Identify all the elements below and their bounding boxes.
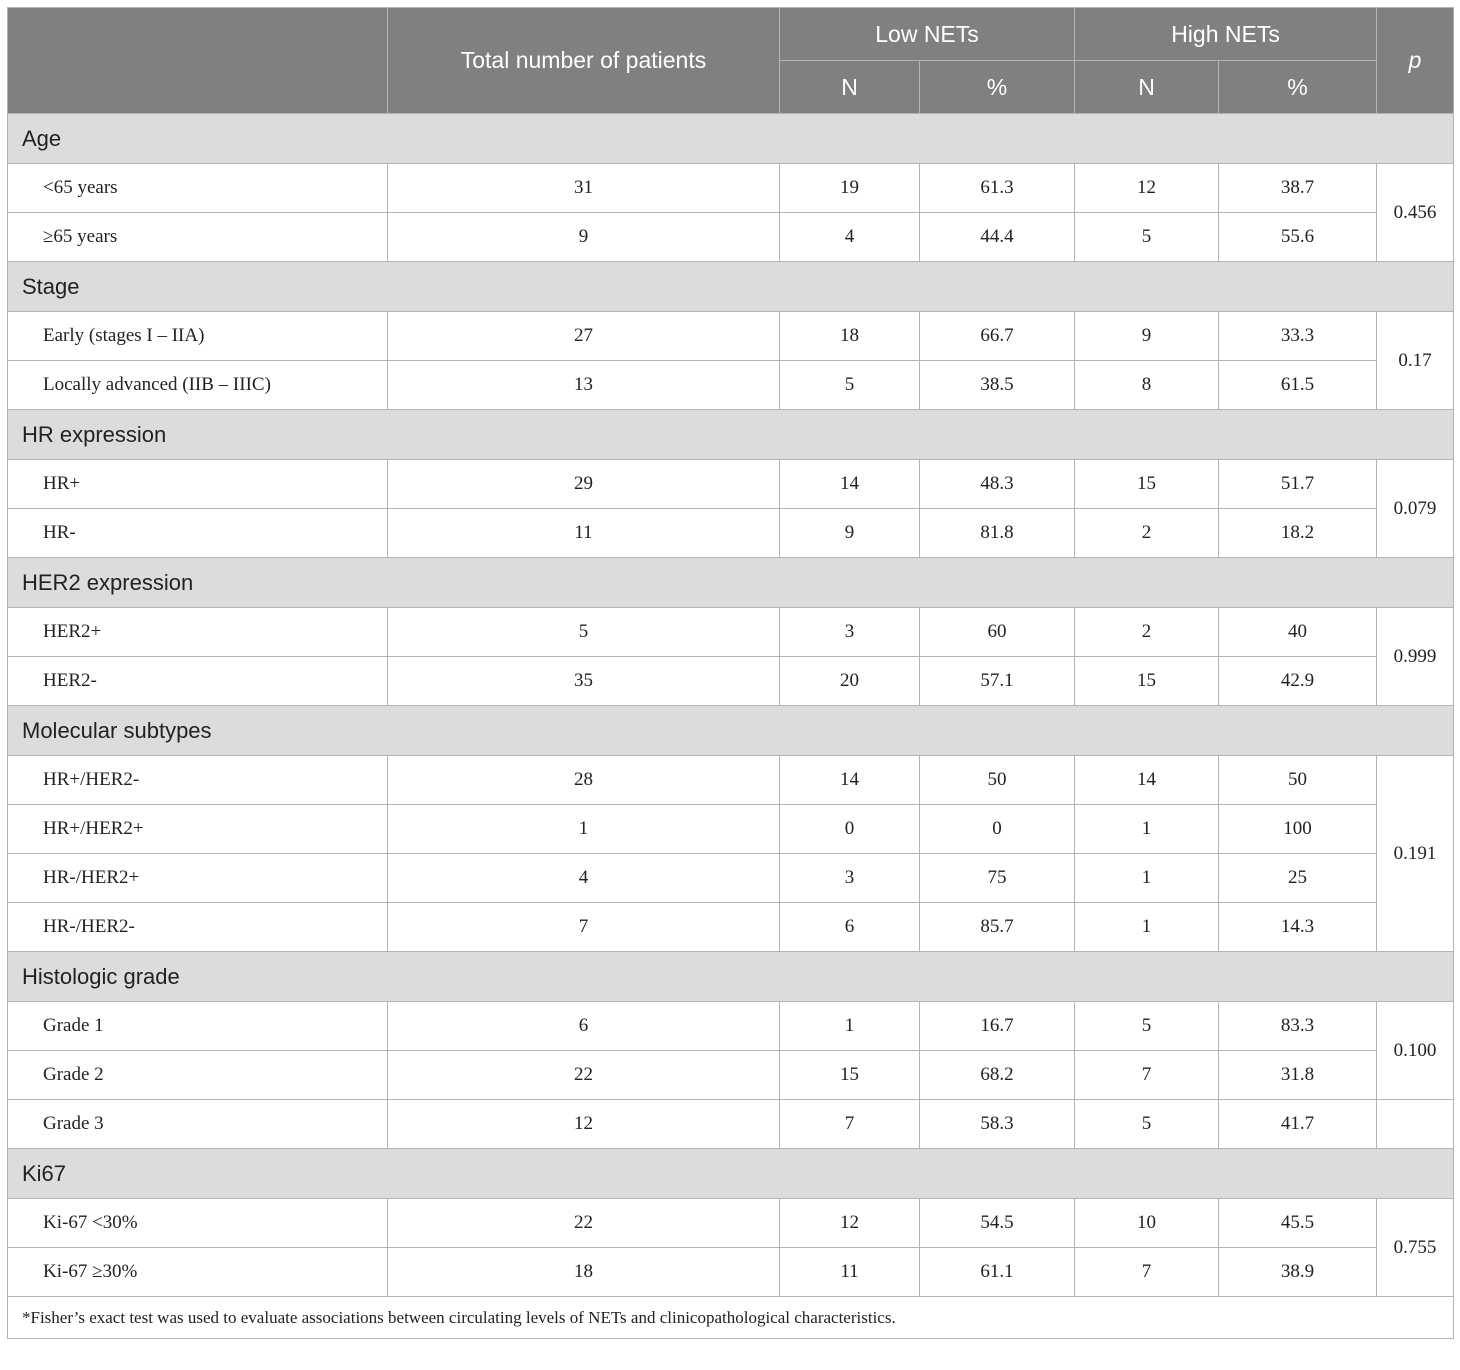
cell-high-pct: 38.7 <box>1219 164 1377 213</box>
header-low-nets: Low NETs <box>780 8 1075 61</box>
header-low-pct: % <box>920 61 1075 114</box>
cell-total: 18 <box>388 1248 780 1297</box>
cell-low-n: 7 <box>780 1100 920 1149</box>
cell-low-n: 0 <box>780 805 920 854</box>
cell-high-n: 8 <box>1075 361 1219 410</box>
cell-low-n: 15 <box>780 1051 920 1100</box>
cell-total: 27 <box>388 312 780 361</box>
cell-low-pct: 50 <box>920 756 1075 805</box>
cell-high-n: 1 <box>1075 805 1219 854</box>
cell-high-n: 7 <box>1075 1248 1219 1297</box>
row-label: Ki-67 ≥30% <box>8 1248 388 1297</box>
table-row <box>8 854 1454 903</box>
row-label: Grade 2 <box>8 1051 388 1100</box>
row-label: HR-/HER2- <box>8 903 388 952</box>
row-label: HR-/HER2+ <box>8 854 388 903</box>
cell-high-pct: 83.3 <box>1219 1002 1377 1051</box>
cell-p-value: 0.456 <box>1377 164 1454 262</box>
cell-total: 1 <box>388 805 780 854</box>
cell-high-n: 14 <box>1075 756 1219 805</box>
section-row <box>8 410 1454 460</box>
cell-low-pct: 44.4 <box>920 213 1075 262</box>
cell-high-n: 15 <box>1075 460 1219 509</box>
cell-low-n: 3 <box>780 854 920 903</box>
cell-high-n: 12 <box>1075 164 1219 213</box>
cell-low-pct: 66.7 <box>920 312 1075 361</box>
section-title: Ki67 <box>8 1149 1454 1199</box>
table-row <box>8 361 1454 410</box>
section-title: HER2 expression <box>8 558 1454 608</box>
cell-high-pct: 50 <box>1219 756 1377 805</box>
section-row <box>8 1149 1454 1199</box>
table-row <box>8 1248 1454 1297</box>
cell-low-pct: 16.7 <box>920 1002 1075 1051</box>
cell-total: 28 <box>388 756 780 805</box>
section-title: Histologic grade <box>8 952 1454 1002</box>
table-row <box>8 756 1454 805</box>
cell-high-pct: 38.9 <box>1219 1248 1377 1297</box>
table-row <box>8 509 1454 558</box>
cell-p-value: 0.755 <box>1377 1199 1454 1297</box>
table-row <box>8 1051 1454 1100</box>
cell-low-pct: 85.7 <box>920 903 1075 952</box>
section-row <box>8 706 1454 756</box>
cell-low-n: 12 <box>780 1199 920 1248</box>
table-row <box>8 903 1454 952</box>
cell-high-pct: 42.9 <box>1219 657 1377 706</box>
header-blank <box>8 8 388 114</box>
cell-p-value: 0.100 <box>1377 1002 1454 1100</box>
row-label: Grade 3 <box>8 1100 388 1149</box>
row-label: Grade 1 <box>8 1002 388 1051</box>
footnote: *Fisher’s exact test was used to evaluate associations between circulating levels of NETs and clinicopathological characteristics. <box>8 1297 1454 1339</box>
section-title: Molecular subtypes <box>8 706 1454 756</box>
cell-high-n: 1 <box>1075 854 1219 903</box>
header-high-pct: % <box>1219 61 1377 114</box>
row-label: ≥65 years <box>8 213 388 262</box>
cell-high-pct: 40 <box>1219 608 1377 657</box>
results-table <box>7 7 1454 1339</box>
cell-low-pct: 68.2 <box>920 1051 1075 1100</box>
row-label: HR+ <box>8 460 388 509</box>
cell-p-empty <box>1377 1100 1454 1149</box>
table-row <box>8 312 1454 361</box>
cell-total: 22 <box>388 1199 780 1248</box>
cell-total: 5 <box>388 608 780 657</box>
cell-total: 7 <box>388 903 780 952</box>
section-row <box>8 558 1454 608</box>
table-row <box>8 1199 1454 1248</box>
cell-p-value: 0.191 <box>1377 756 1454 952</box>
cell-high-pct: 61.5 <box>1219 361 1377 410</box>
cell-high-pct: 45.5 <box>1219 1199 1377 1248</box>
cell-total: 11 <box>388 509 780 558</box>
row-label: HR+/HER2+ <box>8 805 388 854</box>
cell-p-value: 0.17 <box>1377 312 1454 410</box>
cell-high-pct: 41.7 <box>1219 1100 1377 1149</box>
row-label: Ki-67 <30% <box>8 1199 388 1248</box>
cell-low-n: 20 <box>780 657 920 706</box>
section-row <box>8 114 1454 164</box>
cell-high-pct: 55.6 <box>1219 213 1377 262</box>
cell-high-n: 9 <box>1075 312 1219 361</box>
cell-total: 31 <box>388 164 780 213</box>
cell-high-pct: 25 <box>1219 854 1377 903</box>
cell-total: 4 <box>388 854 780 903</box>
row-label: HER2+ <box>8 608 388 657</box>
cell-total: 35 <box>388 657 780 706</box>
table-row <box>8 657 1454 706</box>
cell-low-pct: 58.3 <box>920 1100 1075 1149</box>
cell-total: 6 <box>388 1002 780 1051</box>
cell-total: 9 <box>388 213 780 262</box>
cell-low-n: 14 <box>780 756 920 805</box>
section-row <box>8 952 1454 1002</box>
cell-high-n: 7 <box>1075 1051 1219 1100</box>
cell-high-n: 1 <box>1075 903 1219 952</box>
header-low-n: N <box>780 61 920 114</box>
cell-total: 22 <box>388 1051 780 1100</box>
row-label: HER2- <box>8 657 388 706</box>
cell-total: 29 <box>388 460 780 509</box>
cell-high-n: 2 <box>1075 608 1219 657</box>
cell-high-n: 15 <box>1075 657 1219 706</box>
cell-total: 13 <box>388 361 780 410</box>
header-high-n: N <box>1075 61 1219 114</box>
cell-low-pct: 61.1 <box>920 1248 1075 1297</box>
section-title: HR expression <box>8 410 1454 460</box>
cell-low-pct: 61.3 <box>920 164 1075 213</box>
cell-low-pct: 38.5 <box>920 361 1075 410</box>
table-row <box>8 1002 1454 1051</box>
table-row <box>8 460 1454 509</box>
section-title: Stage <box>8 262 1454 312</box>
cell-low-n: 4 <box>780 213 920 262</box>
cell-high-n: 5 <box>1075 1100 1219 1149</box>
section-title: Age <box>8 114 1454 164</box>
cell-p-value: 0.999 <box>1377 608 1454 706</box>
table-row <box>8 608 1454 657</box>
table-row <box>8 805 1454 854</box>
header-p-value: p <box>1377 8 1454 114</box>
row-label: HR+/HER2- <box>8 756 388 805</box>
header-total: Total number of patients <box>388 8 780 114</box>
cell-high-pct: 33.3 <box>1219 312 1377 361</box>
table-row <box>8 213 1454 262</box>
table-body <box>8 114 1454 1297</box>
cell-low-n: 3 <box>780 608 920 657</box>
header-high-nets: High NETs <box>1075 8 1377 61</box>
cell-low-pct: 48.3 <box>920 460 1075 509</box>
section-row <box>8 262 1454 312</box>
cell-low-pct: 81.8 <box>920 509 1075 558</box>
cell-low-n: 11 <box>780 1248 920 1297</box>
cell-high-n: 10 <box>1075 1199 1219 1248</box>
row-label: Early (stages I – IIA) <box>8 312 388 361</box>
row-label: Locally advanced (IIB – IIIC) <box>8 361 388 410</box>
cell-high-pct: 51.7 <box>1219 460 1377 509</box>
cell-high-pct: 31.8 <box>1219 1051 1377 1100</box>
cell-high-pct: 18.2 <box>1219 509 1377 558</box>
cell-low-n: 18 <box>780 312 920 361</box>
row-label: HR- <box>8 509 388 558</box>
cell-low-n: 14 <box>780 460 920 509</box>
cell-low-pct: 0 <box>920 805 1075 854</box>
cell-high-pct: 14.3 <box>1219 903 1377 952</box>
cell-high-n: 5 <box>1075 213 1219 262</box>
cell-low-n: 19 <box>780 164 920 213</box>
cell-high-n: 5 <box>1075 1002 1219 1051</box>
cell-low-pct: 54.5 <box>920 1199 1075 1248</box>
table-row <box>8 164 1454 213</box>
cell-high-pct: 100 <box>1219 805 1377 854</box>
cell-low-n: 5 <box>780 361 920 410</box>
cell-low-n: 9 <box>780 509 920 558</box>
row-label: <65 years <box>8 164 388 213</box>
table-row <box>8 1100 1454 1149</box>
cell-low-n: 6 <box>780 903 920 952</box>
cell-low-pct: 57.1 <box>920 657 1075 706</box>
cell-low-pct: 75 <box>920 854 1075 903</box>
cell-low-pct: 60 <box>920 608 1075 657</box>
cell-total: 12 <box>388 1100 780 1149</box>
cell-p-value: 0.079 <box>1377 460 1454 558</box>
cell-low-n: 1 <box>780 1002 920 1051</box>
cell-high-n: 2 <box>1075 509 1219 558</box>
